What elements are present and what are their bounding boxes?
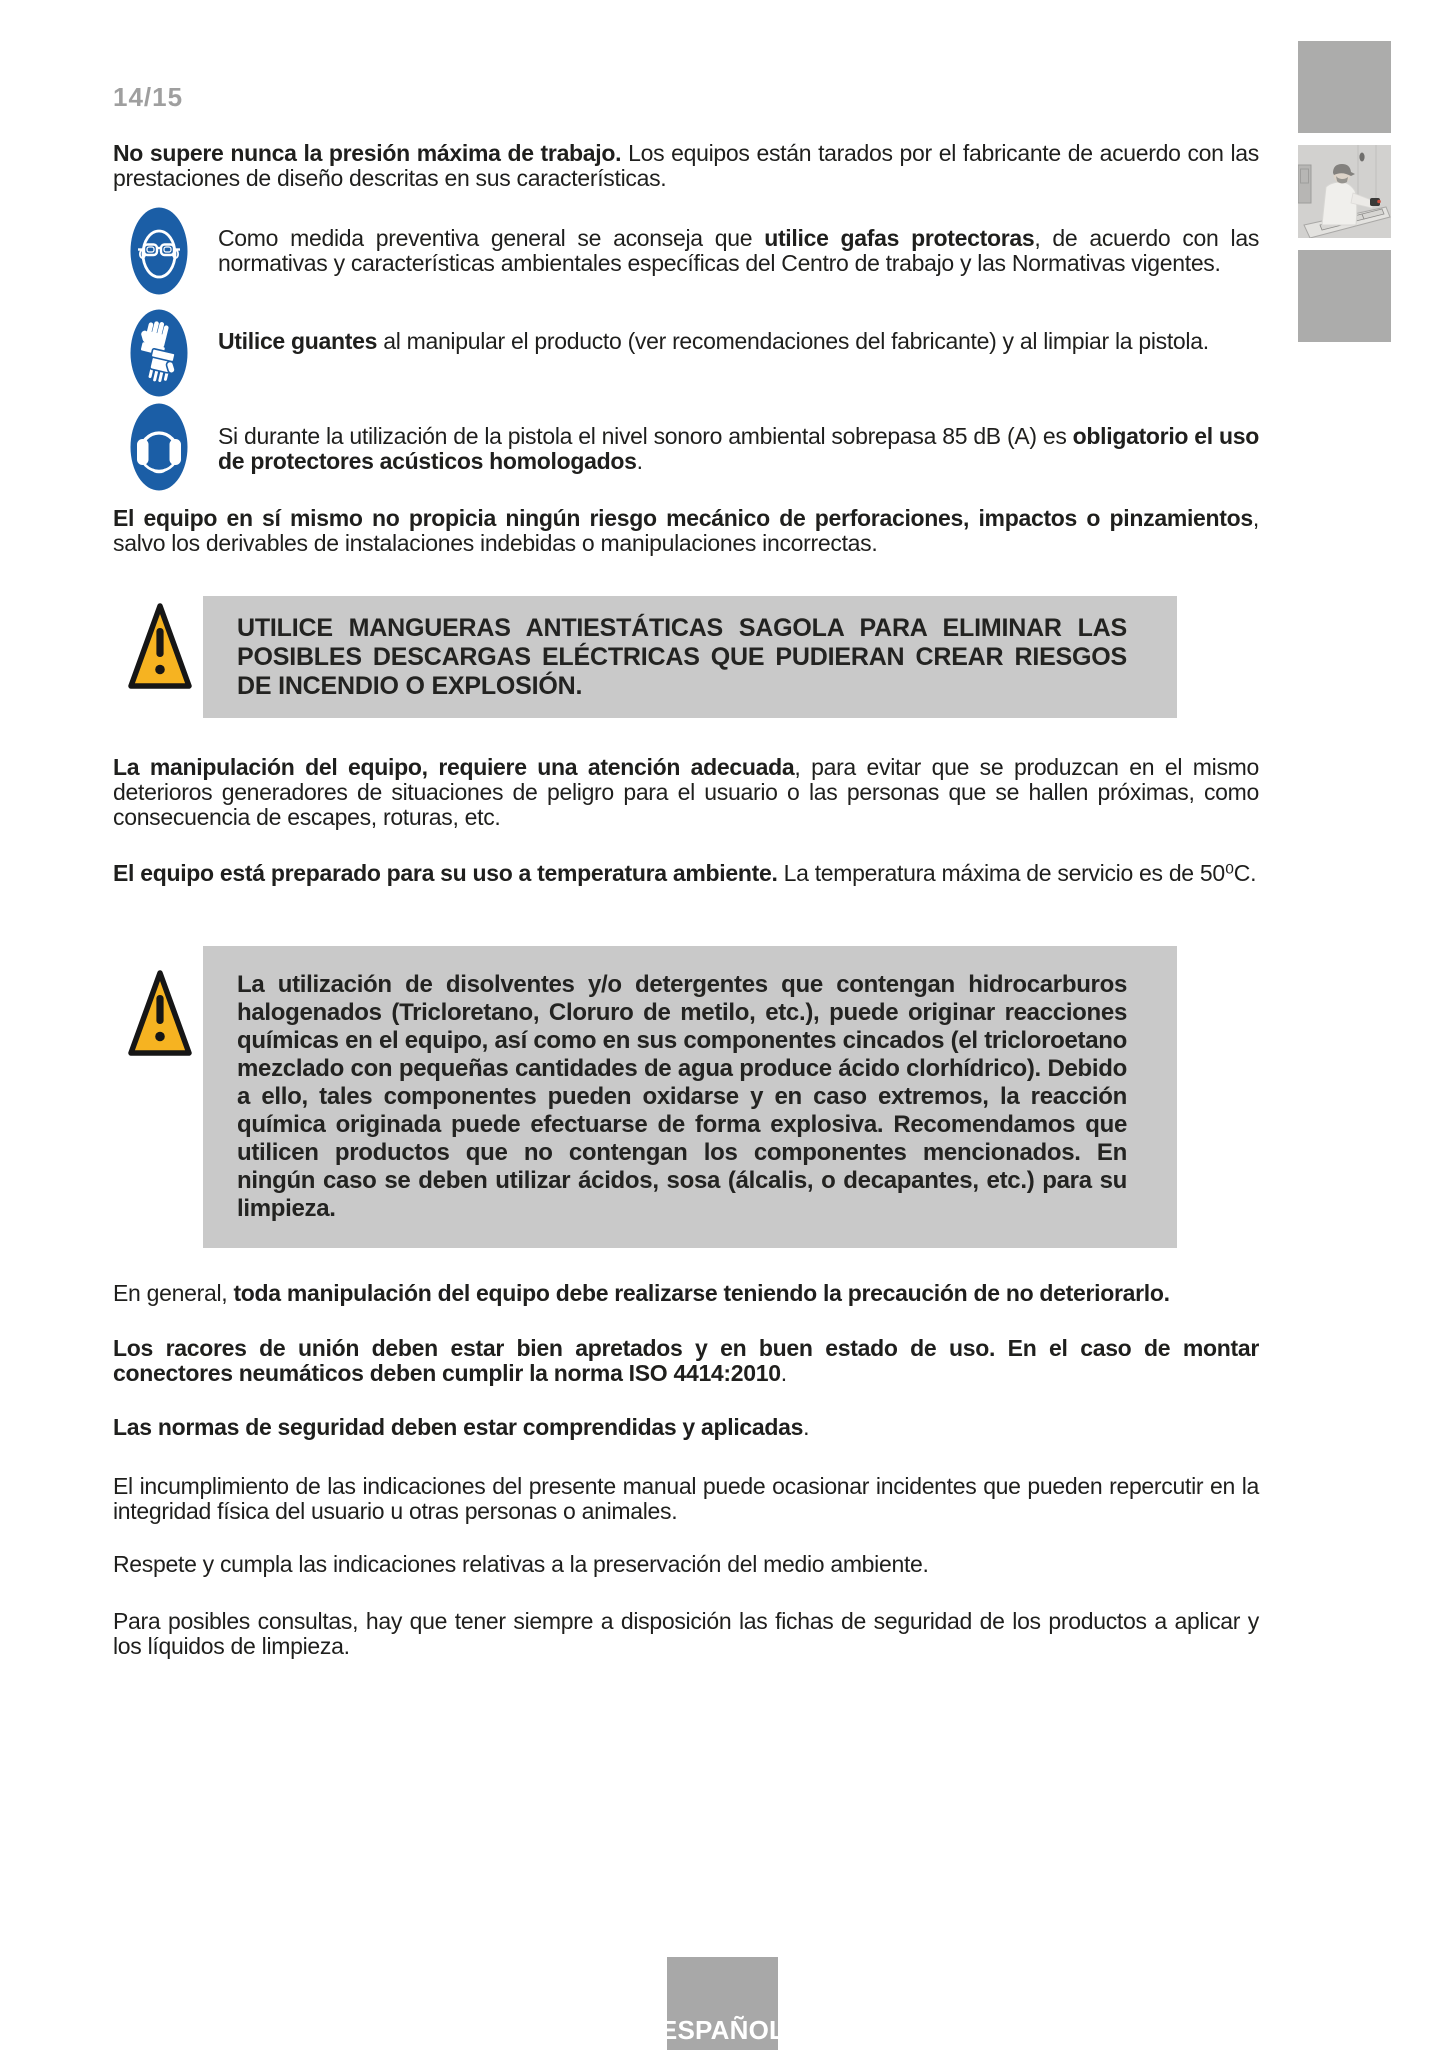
- paragraph-handling: La manipulación del equipo, requiere una atención adecuada, para evitar que se produzcan en el mismo deterioros generadores de situaciones de peligro para el usuario o las personas que se hallen próximas, como consecuencia de escapes, roturas, etc.: [113, 754, 1260, 830]
- sidebar-square-top: [1298, 41, 1391, 133]
- paragraph-mechanical-risk: El equipo en sí mismo no propicia ningún riesgo mecánico de perforaciones, impactos o pinzamientos, salvo los derivables de instalaciones indebidas o manipulaciones incorrectas.: [113, 505, 1259, 556]
- page-number: 14/15: [113, 82, 184, 112]
- paragraph-fittings: Los racores de unión deben estar bien apretados y en buen estado de uso. En el caso de montar conectores neumáticos deben cumplir la norma ISO 4414:2010.: [113, 1335, 1259, 1386]
- gloves-icon: [130, 309, 188, 397]
- paragraph-safety-sheets: Para posibles consultas, hay que tener siempre a disposición las fichas de seguridad de los productos a aplicar y los líquidos de limpieza.: [113, 1608, 1259, 1659]
- warning-box-solvents: [203, 946, 1177, 1248]
- warning-box-solvents-text: La utilización de disolventes y/o detergentes que contengan hidrocarburos halogenados (Tricloretano, Cloruro de metilo, etc.), puede originar reacciones químicas en el equipo, así como en sus componentes cincados (el tricloroetano mezclado con pequeñas cantidades de agua produce ácido clorhídrico). Debido a ello, tales componentes pueden oxidarse y en caso extremos, la reacción química originada puede efectuarse de forma explosiva. Recomendamos que utilicen productos que no contengan los componentes mencionados. En ningún caso se deben utilizar ácidos, sosa (álcalis, o decapantes, etc.) para su limpieza.: [237, 971, 1127, 1222]
- warning-triangle-icon: [128, 601, 192, 691]
- paragraph-max-pressure: No supere nunca la presión máxima de trabajo. Los equipos están tarados por el fabricante de acuerdo con las prestaciones de diseño descritas en sus características.: [113, 140, 1259, 191]
- paragraph-goggles: Como medida preventiva general se aconseja que utilice gafas protectoras, de acuerdo con las normativas y características ambientales específicas del Centro de trabajo y las Normativas vigentes.: [218, 225, 1260, 276]
- worker-photo: [1298, 145, 1391, 238]
- ear-protection-icon: [130, 403, 188, 491]
- sidebar-square-bottom: [1298, 250, 1391, 342]
- paragraph-environment: Respete y cumpla las indicaciones relativas a la preservación del medio ambiente.: [113, 1551, 929, 1577]
- warning-triangle-icon: [128, 968, 192, 1058]
- warning-box-antistatic-text: UTILICE MANGUERAS ANTIESTÁTICAS SAGOLA PARA ELIMINAR LAS POSIBLES DESCARGAS ELÉCTRICAS QUE PUDIERAN CREAR RIESGOS DE INCENDIO O EXPLOSIÓN.: [237, 613, 1127, 700]
- paragraph-safety-rules: Las normas de seguridad deben estar comprendidas y aplicadas.: [113, 1414, 810, 1440]
- goggles-icon: [130, 207, 188, 295]
- paragraph-non-compliance: El incumplimiento de las indicaciones del presente manual puede ocasionar incidentes que pueden repercutir en la integridad física del usuario u otras personas o animales.: [113, 1473, 1259, 1524]
- warning-box-antistatic: [203, 596, 1177, 718]
- espanol-label: ESPAÑOL: [659, 2015, 786, 2045]
- language-tab-espanol: [659, 1957, 786, 2050]
- paragraph-general-care: En general, toda manipulación del equipo debe realizarse teniendo la precaución de no deteriorarlo.: [113, 1280, 1170, 1306]
- paragraph-temperature: El equipo está preparado para su uso a temperatura ambiente. La temperatura máxima de servicio es de 50⁰C.: [113, 860, 1257, 886]
- paragraph-ear-protection: Si durante la utilización de la pistola el nivel sonoro ambiental sobrepasa 85 dB (A) es obligatorio el uso de protectores acústicos homologados.: [218, 423, 1259, 474]
- paragraph-gloves: Utilice guantes al manipular el producto (ver recomendaciones del fabricante) y al limpiar la pistola.: [218, 328, 1209, 354]
